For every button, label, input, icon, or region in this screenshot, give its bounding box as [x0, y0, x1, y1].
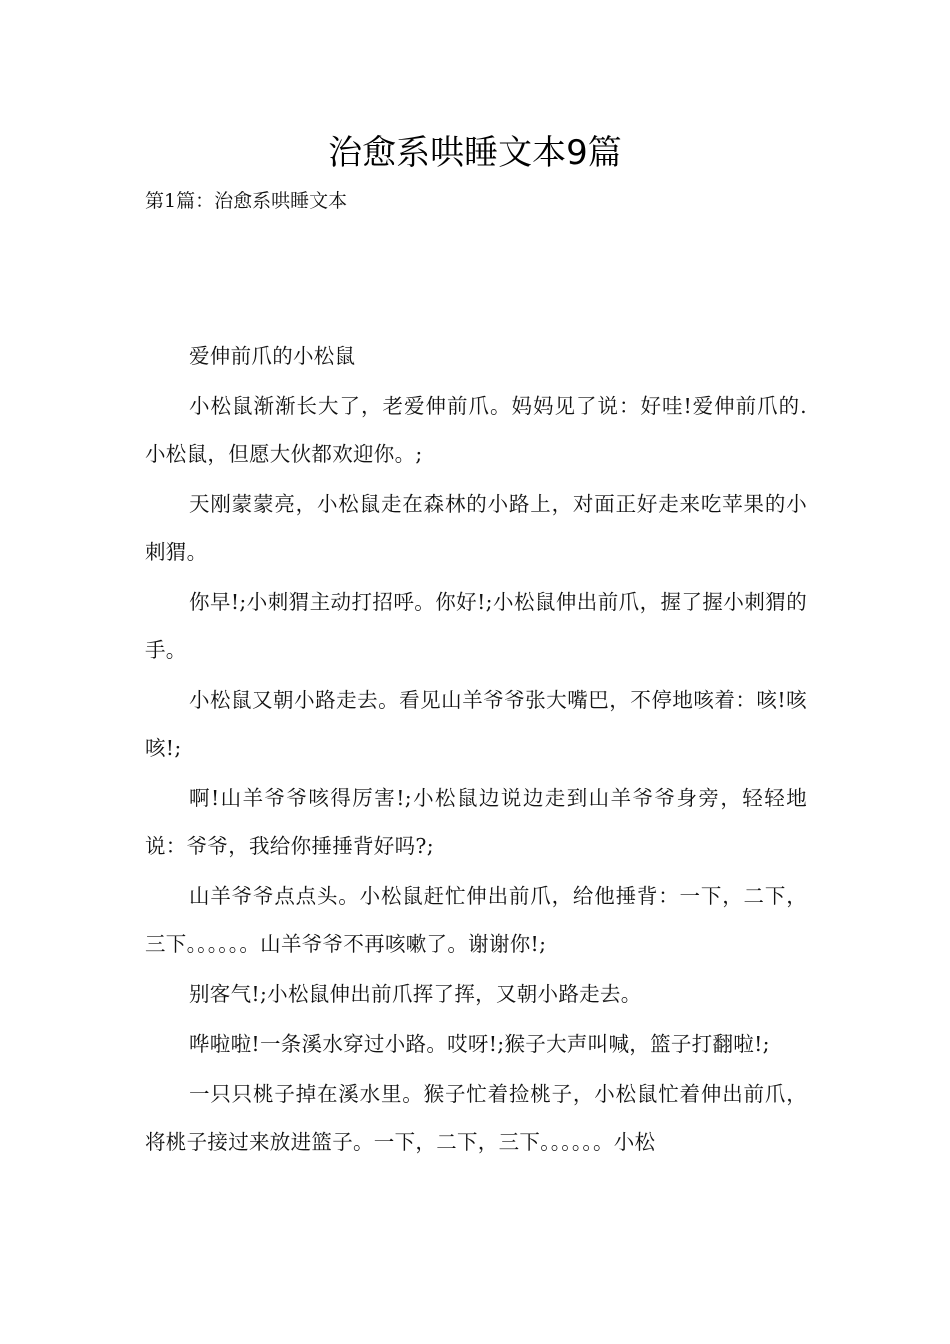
paragraph: 别客气!;小松鼠伸出前爪挥了挥，又朝小路走去。 — [189, 982, 642, 1006]
paragraph: 小松鼠渐渐长大了，老爱伸前爪。妈妈见了说：好哇!爱伸前爪的.小松鼠，但愿大伙都欢迎你。; — [145, 394, 807, 466]
paragraph: 一只只桃子掉在溪水里。猴子忙着捡桃子，小松鼠忙着伸出前爪，将桃子接过来放进篮子。一下，二下，三下。。。。。。小松 — [145, 1082, 807, 1154]
paragraph: 啊!山羊爷爷咳得厉害!;小松鼠边说边走到山羊爷爷身旁，轻轻地说：爷爷，我给你捶捶背好吗?; — [145, 786, 807, 858]
document-title: 治愈系哄睡文本9篇 — [328, 133, 622, 173]
paragraph: 天刚蒙蒙亮，小松鼠走在森林的小路上，对面正好走来吃苹果的小刺猬。 — [145, 492, 807, 564]
paragraph: 你早!;小刺猬主动打招呼。你好!;小松鼠伸出前爪，握了握小刺猬的手。 — [145, 590, 807, 662]
paragraph: 哗啦啦!一条溪水穿过小路。哎呀!;猴子大声叫喊，篮子打翻啦!; — [189, 1032, 770, 1056]
story-title: 爱伸前爪的小松鼠 — [189, 344, 356, 368]
section-heading: 第1篇：治愈系哄睡文本 — [145, 190, 348, 212]
document-body — [145, 332, 807, 1168]
paragraph: 小松鼠又朝小路走去。看见山羊爷爷张大嘴巴，不停地咳着：咳!咳咳!; — [145, 688, 807, 760]
paragraph: 山羊爷爷点点头。小松鼠赶忙伸出前爪，给他捶背：一下，二下，三下。。。。。。山羊爷爷不再咳嗽了。谢谢你!; — [145, 884, 807, 956]
